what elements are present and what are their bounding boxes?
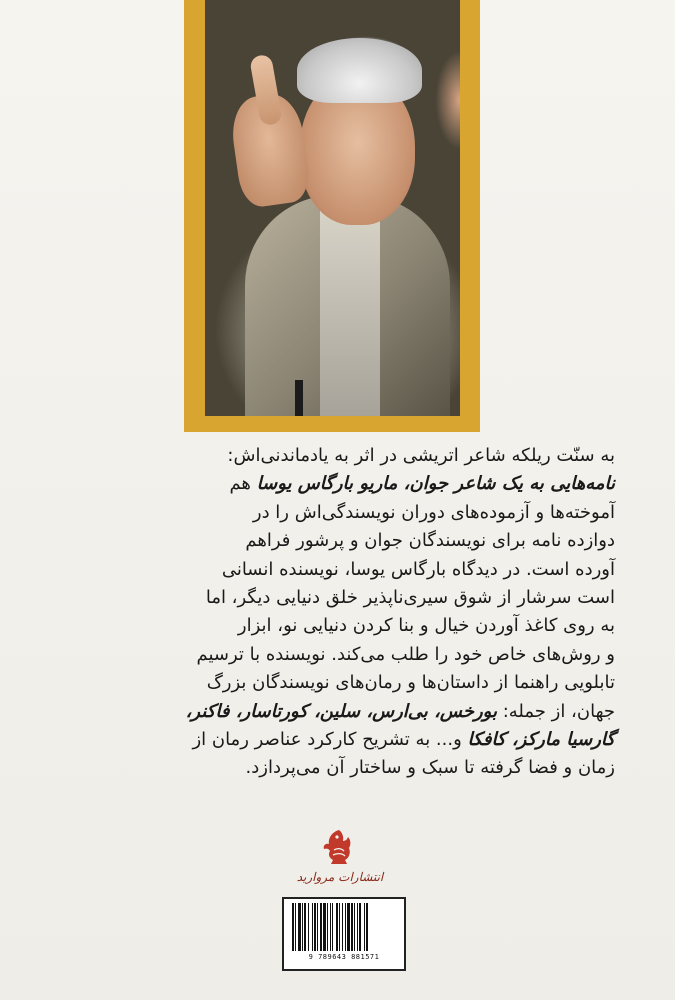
blurb-line: زمان و فضا گرفته تا سبک و ساختار آن می‌پردازد. <box>245 757 615 779</box>
publisher-name: انتشارات مروارید <box>296 870 384 884</box>
barcode-bar <box>359 903 361 951</box>
barcode-bar <box>366 903 368 951</box>
blurb-text <box>70 442 615 783</box>
isbn-digits: 9 789643 881571 <box>308 953 380 961</box>
barcode-bars <box>290 903 398 951</box>
blurb-line: و روش‌های خاص خود را طلب می‌کند. نویسنده با ترسیم <box>196 643 615 665</box>
author-list: بورخس، بی‌ارس، سلین، کورتاسار، فاکنر، <box>185 700 497 722</box>
blurb-line: جهان، از جمله: بورخس، بی‌ارس، سلین، کورتاسار، فاکنر، <box>185 700 615 722</box>
photo-shirt <box>320 210 380 416</box>
barcode-bar <box>312 903 313 951</box>
phoenix-bird-icon <box>318 826 360 868</box>
barcode-bar <box>332 903 333 951</box>
barcode-bar <box>298 903 301 951</box>
barcode-bar <box>320 903 322 951</box>
blurb-line: آورده است. در دیدگاه بارگاس یوسا، نویسنده انسانی <box>221 558 615 580</box>
blurb-line: دوازده نامه برای نویسندگان جوان و پرشور فراهم <box>245 530 615 552</box>
blurb-line: نامه‌هایی به یک شاعر جوان، ماریو بارگاس یوسا هم <box>229 473 615 495</box>
photo-microphone <box>295 380 303 416</box>
barcode-bar <box>317 903 318 951</box>
blurb-line: به سنّت ریلکه شاعر اتریشی در اثر به یادماندنی‌اش: <box>227 445 615 466</box>
barcode-bar <box>354 903 355 951</box>
blurb-line: به روی کاغذ آوردن خیال و بنا کردن دنیایی نو، ابزار <box>237 615 615 637</box>
author-name: ماریو بارگاس یوسا <box>256 473 404 495</box>
barcode-bar <box>357 903 358 951</box>
barcode-bar <box>336 903 338 951</box>
blurb-line: است سرشار از شوق سیری‌ناپذیر خلق دنیایی دیگر، اما <box>205 587 615 609</box>
author-list: گارسیا مارکز، کافکا <box>467 729 615 751</box>
blurb-line: آموخته‌ها و آزموده‌های دوران نویسندگی‌اش را در <box>252 501 615 523</box>
author-photo <box>205 0 460 416</box>
barcode-bar <box>351 903 353 951</box>
barcode-bar <box>345 903 346 951</box>
blurb-line: گارسیا مارکز، کافکا و... به تشریح کارکرد عناصر رمان از <box>192 729 615 751</box>
barcode-bar <box>302 903 303 951</box>
barcode-bar <box>314 903 316 951</box>
barcode-bar <box>304 903 306 951</box>
barcode-bar <box>292 903 294 951</box>
book-title: نامه‌هایی به یک شاعر جوان، <box>403 473 615 495</box>
photo-hair <box>297 38 422 103</box>
barcode-bar <box>330 903 331 951</box>
blurb-line: تابلویی راهنما از داستان‌ها و رمان‌های نویسندگان بزرگ <box>206 672 615 694</box>
barcode-bar <box>342 903 343 951</box>
barcode-bar <box>364 903 365 951</box>
barcode-bar <box>327 903 328 951</box>
barcode-label <box>282 897 406 971</box>
barcode-bar <box>339 903 340 951</box>
barcode-bar <box>308 903 309 951</box>
barcode-bar <box>295 903 296 951</box>
barcode-bar <box>347 903 350 951</box>
barcode-bar <box>323 903 326 951</box>
